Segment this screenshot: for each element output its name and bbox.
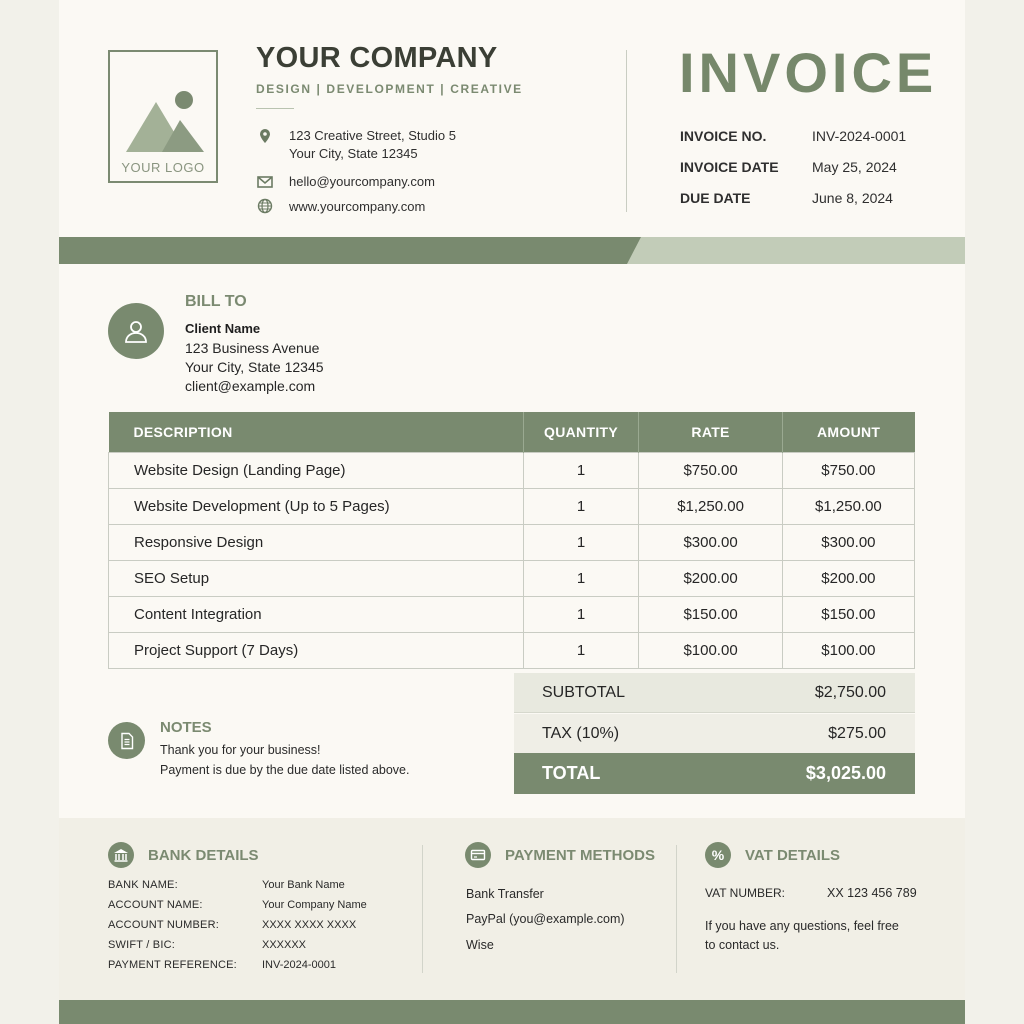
user-avatar [108,303,164,359]
swift-value: XXXXXX [262,939,307,951]
tax-row [514,714,915,753]
total-value: $3,025.00 [805,763,886,783]
payment-reference-label: PAYMENT REFERENCE: [108,959,237,971]
payment-method-item: PayPal (you@example.com) [466,912,625,926]
table-header-row [109,412,915,453]
total-row [514,753,915,794]
cell-amount: $750.00 [782,453,914,489]
footer-divider-2 [676,845,677,973]
cell-rate: $200.00 [639,561,782,597]
tax-label: TAX (10%) [542,724,620,742]
payment-methods-heading: PAYMENT METHODS [505,847,656,864]
mail-icon [257,174,273,190]
account-number-label: ACCOUNT NUMBER: [108,919,219,931]
document-icon [118,732,136,750]
cell-description: Website Design (Landing Page) [109,453,524,489]
subtotal-value: $2,750.00 [814,683,886,701]
column-header-quantity: QUANTITY [523,412,639,453]
vat-note-line2: to contact us. [705,938,780,952]
cell-rate: $150.00 [639,597,782,633]
vat-number-label: VAT NUMBER: [705,886,786,900]
column-header-amount: AMOUNT [782,412,914,453]
cell-quantity: 1 [523,561,639,597]
cell-rate: $100.00 [639,633,782,669]
cell-description: Project Support (7 Days) [109,633,524,669]
cell-quantity: 1 [523,633,639,669]
swift-label: SWIFT / BIC: [108,939,175,951]
bank-icon [113,847,129,863]
client-address-line2: Your City, State 12345 [185,359,324,375]
client-name: Client Name [185,321,261,336]
vat-note-line1: If you have any questions, feel free [705,919,899,933]
company-address-line1: 123 Creative Street, Studio 5 [289,128,456,143]
due-date-value: June 8, 2024 [812,190,893,206]
cell-quantity: 1 [523,453,639,489]
notes-line1: Thank you for your business! [160,743,321,757]
logo-box [108,50,218,183]
bill-to-heading: BILL TO [185,293,247,310]
column-header-description: DESCRIPTION [109,412,524,453]
column-header-rate: RATE [639,412,782,453]
vat-badge [705,842,731,868]
vat-number-value: XX 123 456 789 [827,886,917,900]
credit-card-icon [470,847,486,863]
table-row [109,561,915,597]
account-name-value: Your Company Name [262,899,367,911]
invoice-date-value: May 25, 2024 [812,159,897,175]
bank-badge [108,842,134,868]
payment-reference-value: INV-2024-0001 [262,959,336,971]
invoice-title: INVOICE [679,41,938,104]
table-row [109,633,915,669]
invoice-number-label: INVOICE NO. [680,128,767,144]
cell-amount: $100.00 [782,633,914,669]
cell-description: SEO Setup [109,561,524,597]
due-date-label: DUE DATE [680,190,751,206]
subtotal-row [514,673,915,713]
user-icon [123,318,149,344]
company-name: YOUR COMPANY [256,42,498,74]
payment-badge [465,842,491,868]
company-email[interactable]: hello@yourcompany.com [289,174,435,189]
tagline-divider [256,108,294,109]
footer-divider-1 [422,845,423,973]
invoice-sheet [59,0,965,1024]
client-address-line1: 123 Business Avenue [185,340,320,356]
cell-rate: $1,250.00 [639,489,782,525]
table-row [109,453,915,489]
notes-heading: NOTES [160,719,212,736]
cell-quantity: 1 [523,489,639,525]
percent-icon: % [711,847,725,863]
invoice-number-value: INV-2024-0001 [812,128,907,144]
cell-amount: $150.00 [782,597,914,633]
cell-quantity: 1 [523,597,639,633]
tax-value: $275.00 [828,724,886,742]
notes-line2: Payment is due by the due date listed above. [160,763,410,777]
globe-icon [257,198,273,214]
bank-name-label: BANK NAME: [108,879,178,891]
client-email: client@example.com [185,378,316,394]
cell-quantity: 1 [523,525,639,561]
location-pin-icon [257,128,273,144]
bank-details-heading: BANK DETAILS [148,847,259,864]
table-row [109,525,915,561]
account-number-value: XXXX XXXX XXXX [262,919,357,931]
cell-description: Responsive Design [109,525,524,561]
logo-mountain-icon [124,88,206,154]
company-website[interactable]: www.yourcompany.com [289,199,426,214]
company-tagline: DESIGN | DEVELOPMENT | CREATIVE [256,82,523,96]
payment-method-item: Wise [466,938,494,952]
line-items-table [108,412,915,669]
vat-details-heading: VAT DETAILS [745,847,840,864]
subtotal-label: SUBTOTAL [542,683,625,701]
invoice-date-label: INVOICE DATE [680,159,779,175]
table-row [109,489,915,525]
cell-rate: $750.00 [639,453,782,489]
header-divider [626,50,627,212]
footer-band [59,1000,965,1024]
cell-description: Website Development (Up to 5 Pages) [109,489,524,525]
cell-rate: $300.00 [639,525,782,561]
cell-amount: $1,250.00 [782,489,914,525]
company-address-line2: Your City, State 12345 [289,146,418,161]
account-name-label: ACCOUNT NAME: [108,899,203,911]
logo-text: YOUR LOGO [121,160,205,175]
bank-name-value: Your Bank Name [262,879,345,891]
cell-amount: $200.00 [782,561,914,597]
total-label: TOTAL [542,763,601,783]
cell-description: Content Integration [109,597,524,633]
payment-method-item: Bank Transfer [466,887,544,901]
table-row [109,597,915,633]
notes-badge [108,722,145,759]
header-band-accent [627,237,965,264]
cell-amount: $300.00 [782,525,914,561]
